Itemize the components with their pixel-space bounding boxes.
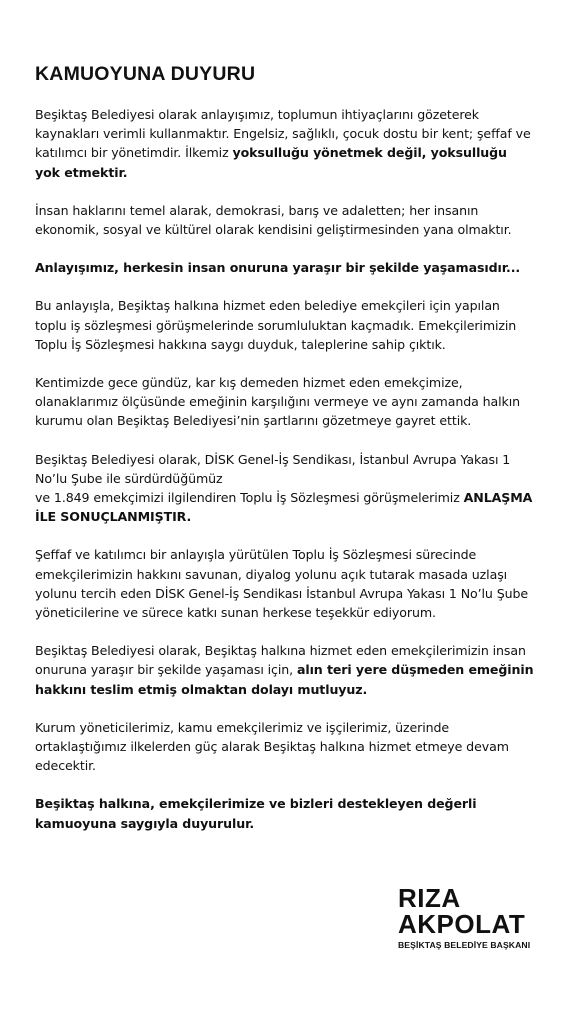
paragraph-text: Beşiktaş Belediyesi olarak, DİSK Genel-İş Sendikası, İstanbul Avrupa Yakası 1 No’lu Şube ile sürdürdüğümüz — [35, 451, 511, 486]
announcement-document — [35, 62, 535, 852]
paragraph-text: ve 1.849 emekçimizi ilgilendiren Toplu İş Sözleşmesi görüşmelerimiz — [35, 490, 464, 506]
paragraph-text: Beşiktaş Belediyesi olarak, Beşiktaş halkına hizmet eden emekçilerimizin insan onuruna yaraşır bir şekilde yaşaması için, — [35, 643, 526, 678]
signature-role: BEŞİKTAŞ BELEDİYE BAŞKANI — [398, 940, 531, 950]
paragraph — [35, 105, 535, 182]
bold-text: yoksulluğu yönetmek değil, yoksulluğu yok etmektir. — [35, 145, 507, 180]
paragraph — [35, 258, 535, 277]
paragraph-text: Bu anlayışla, Beşiktaş halkına hizmet eden belediye emekçileri için yapılan toplu iş sözleşmesi görüşmelerinde sorumluluktan kaçmadık. Emekçilerimizin Toplu İş Sözleşmesi hakkına saygı duyduk, taleplerine sahip çıktık. — [35, 298, 517, 352]
paragraph — [35, 718, 535, 776]
paragraph-text: Beşiktaş Belediyesi olarak anlayışımız, toplumun ihtiyaçlarını gözeterek kaynakları verimli kullanmaktır. Engelsiz, sağlıklı, çocuk dostu bir kent; şeffaf ve katılımcı bir yönetimdir. İlkemiz — [35, 107, 531, 161]
paragraph — [35, 545, 535, 622]
bold-text: Beşiktaş halkına, emekçilerimize ve bizleri destekleyen değerli kamuoyuna saygıyla duyurulur. — [35, 796, 477, 831]
paragraph-text: Kentimizde gece gündüz, kar kış demeden hizmet eden emekçimize, olanaklarımız ölçüsünde emeğinin karşılığını vermeye ve aynı zamanda halkın kurumu olan Beşiktaş Belediyesi’nin şartlarını gözetmeye gayret ettik. — [35, 375, 521, 429]
bold-text: ANLAŞMA İLE SONUÇLANMIŞTIR. — [35, 490, 533, 525]
paragraph — [35, 296, 535, 354]
paragraph — [35, 794, 535, 832]
paragraph — [35, 373, 535, 431]
paragraph — [35, 450, 535, 527]
signature-name-line2: AKPOLAT — [398, 909, 526, 939]
document-title: KAMUOYUNA DUYURU — [35, 63, 256, 85]
signature-block — [398, 885, 548, 950]
signature-name-line1: RIZA — [398, 883, 461, 913]
document-body — [35, 105, 535, 833]
bold-text: alın teri yere düşmeden emeğinin hakkını teslim etmiş olmaktan dolayı mutluyuz. — [35, 662, 534, 697]
paragraph-text: İnsan haklarını temel alarak, demokrasi, barış ve adaletten; her insanın ekonomik, sosyal ve kültürel olarak kendisini geliştirmesinden yana olmaktır. — [35, 202, 512, 238]
paragraph — [35, 641, 535, 699]
paragraph — [35, 201, 535, 239]
bold-text: Anlayışımız, herkesin insan onuruna yaraşır bir şekilde yaşamasıdır... — [35, 260, 521, 276]
paragraph-text: Şeffaf ve katılımcı bir anlayışla yürütülen Toplu İş Sözleşmesi sürecinde emekçilerimizin hakkını savunan, diyalog yolunu açık tutarak masada uzlaşı yolunu tercih eden DİSK Genel-İş Sendikası İstanbul Avrupa Yakası 1 No’lu Şube yöneticilerine ve sürece katkı sunan herkese teşekkür ediyorum. — [35, 547, 529, 621]
paragraph-text: Kurum yöneticilerimiz, kamu emekçilerimiz ve işçilerimiz, üzerinde ortaklaştığımız ilkelerden güç alarak Beşiktaş halkına hizmet etmeye devam edecektir. — [35, 719, 509, 774]
